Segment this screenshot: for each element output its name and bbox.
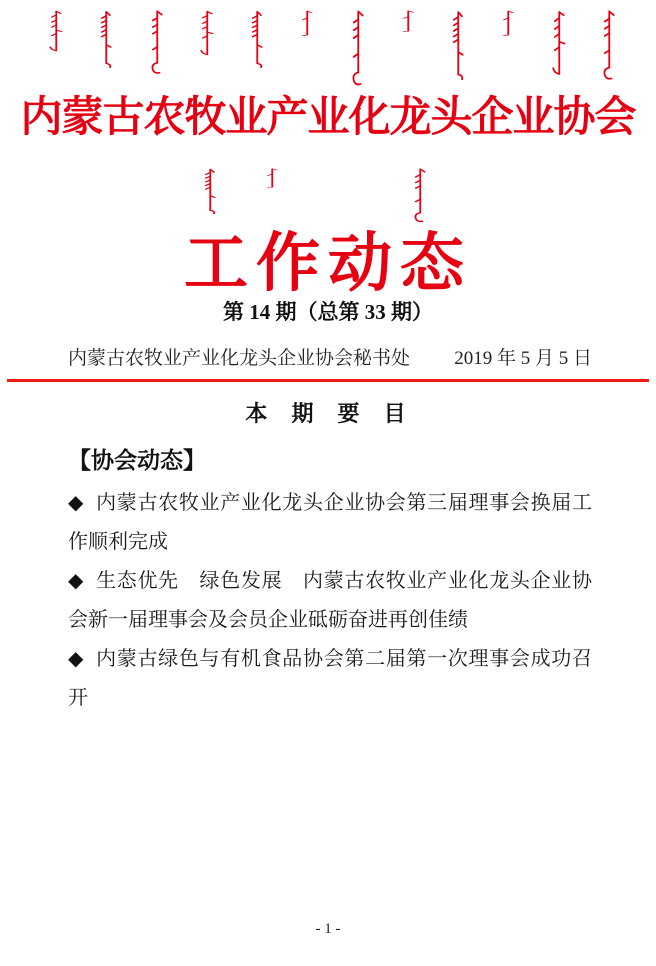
mongolian-word-icon — [202, 168, 217, 214]
mongolian-word-icon — [601, 10, 616, 82]
mongolian-word-icon — [149, 10, 164, 76]
mongolian-word-icon — [264, 168, 279, 188]
mongolian-word-icon — [199, 10, 214, 56]
toc-item — [68, 484, 592, 562]
toc-item-text: 内蒙古农牧业产业化龙头企业协会第三届理事会换届工作顺利完成 — [68, 492, 592, 553]
mongolian-word-icon — [98, 10, 113, 68]
toc-item — [68, 562, 592, 640]
association-title: 内蒙古农牧业产业化龙头企业协会 — [20, 95, 636, 141]
section-label: 【协会动态】 — [68, 447, 206, 473]
toc-item — [68, 640, 592, 718]
mongolian-word-icon — [249, 10, 264, 68]
diamond-bullet-icon: ◆ — [68, 570, 85, 592]
issue-number: 第 14 期（总第 33 期） — [223, 300, 433, 324]
red-divider-rule — [7, 379, 649, 382]
newsletter-title: 工作动态 — [184, 228, 472, 299]
mongolian-word-icon — [299, 10, 314, 36]
mongolian-script-top-row — [48, 10, 616, 88]
mongolian-word-icon — [350, 10, 365, 88]
mongolian-word-icon — [400, 10, 415, 32]
meta-row — [68, 343, 592, 370]
diamond-bullet-icon: ◆ — [68, 648, 85, 670]
toc-item-text: 内蒙古绿色与有机食品协会第二届第一次理事会成功召开 — [68, 648, 592, 709]
mongolian-word-icon — [48, 10, 63, 52]
mongolian-word-icon — [551, 10, 566, 76]
contents-heading: 本 期 要 目 — [245, 401, 415, 426]
mongolian-word-icon — [500, 10, 515, 36]
publisher: 内蒙古农牧业产业化龙头企业协会秘书处 — [68, 348, 411, 369]
mongolian-word-icon — [450, 10, 465, 80]
contents-section — [68, 397, 592, 718]
page-number: - 1 - — [315, 921, 341, 937]
publish-date: 2019 年 5 月 5 日 — [454, 348, 592, 369]
toc-list — [68, 484, 592, 718]
toc-item-text: 生态优先 绿色发展 内蒙古农牧业产业化龙头企业协会新一届理事会及会员企业砥砺奋进再创佳绩 — [68, 570, 592, 631]
diamond-bullet-icon: ◆ — [68, 492, 85, 514]
